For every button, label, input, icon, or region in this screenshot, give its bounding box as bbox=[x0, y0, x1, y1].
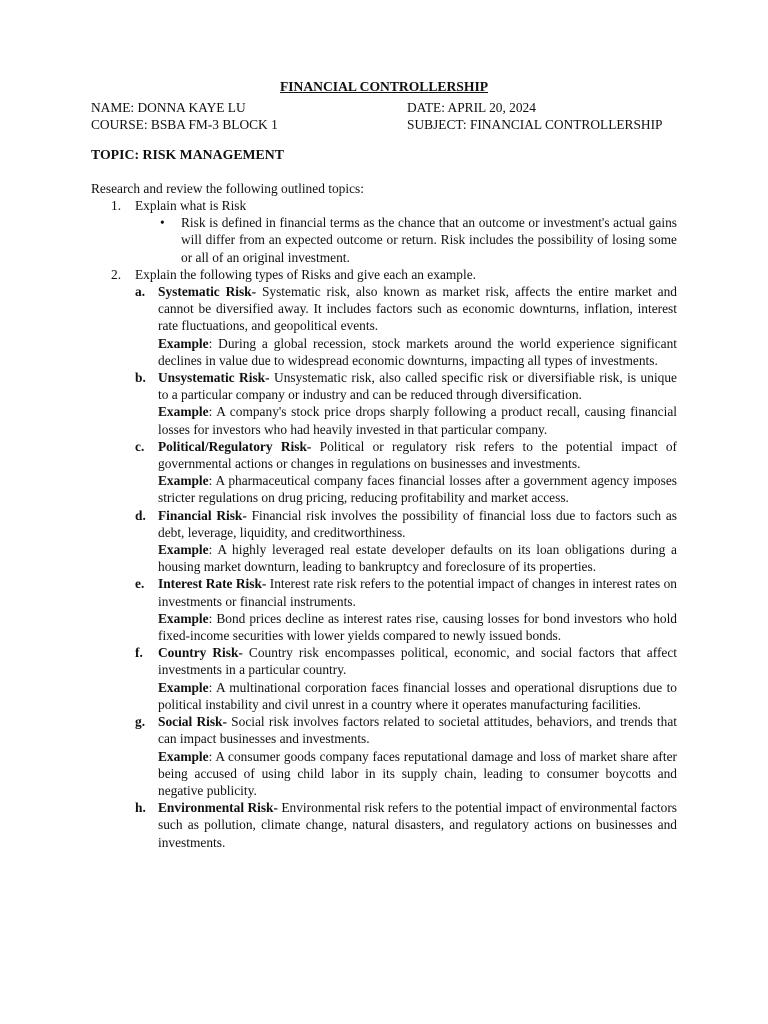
risk-example bbox=[158, 748, 677, 800]
student-info bbox=[91, 99, 691, 133]
risk-example bbox=[158, 541, 677, 575]
risk-item bbox=[135, 799, 677, 851]
example-label: Example bbox=[158, 610, 209, 626]
risk-letter: a. bbox=[135, 284, 146, 300]
risk-item bbox=[135, 644, 677, 713]
risk-item bbox=[135, 713, 677, 799]
example-text: : A highly leveraged real estate developer defaults on its loan obligations during a housing market downturn, leading to bankruptcy and foreclosure of its properties. bbox=[158, 542, 677, 575]
risk-letter: e. bbox=[135, 576, 145, 592]
risk-name: Systematic Risk- bbox=[158, 284, 257, 300]
info-row-2 bbox=[91, 116, 691, 133]
course-field: COURSE: BSBA FM-3 BLOCK 1 bbox=[91, 117, 278, 132]
example-label: Example bbox=[158, 542, 209, 558]
risk-content bbox=[158, 799, 677, 851]
risk-content bbox=[158, 713, 677, 799]
risk-example bbox=[158, 403, 677, 437]
risk-example bbox=[158, 610, 677, 644]
risk-name: Social Risk- bbox=[158, 714, 227, 730]
name-field: NAME: DONNA KAYE LU bbox=[91, 100, 246, 115]
risk-description bbox=[158, 713, 677, 747]
risk-example bbox=[158, 472, 677, 506]
example-label: Example bbox=[158, 404, 209, 420]
date-field: DATE: APRIL 20, 2024 bbox=[407, 100, 536, 115]
risk-description bbox=[158, 644, 677, 678]
risk-name: Interest Rate Risk- bbox=[158, 576, 267, 592]
risk-desc-text: Systematic risk, also known as market risk, affects the entire market and cannot be diversified away. It includes factors such as economic downturns, inflation, interest rate fluctuations, and geopolitical events. bbox=[158, 284, 677, 334]
outline-item-1 bbox=[91, 197, 691, 214]
example-text: : During a global recession, stock markets around the world experience significant declines in value due to widespread economic downturns, impacting all types of investments. bbox=[158, 335, 677, 368]
topic-heading: TOPIC: RISK MANAGEMENT bbox=[91, 147, 284, 162]
risk-description bbox=[158, 799, 677, 851]
risk-definition: Risk is defined in financial terms as the chance that an outcome or investment's actual gains will differ from an expected outcome or return. Risk includes the possibility of losing some or all of an original investment. bbox=[181, 215, 677, 265]
outline-body bbox=[91, 197, 691, 851]
example-label: Example bbox=[158, 473, 209, 489]
risk-description bbox=[158, 575, 677, 609]
risk-desc-text: Social risk involves factors related to societal attitudes, behaviors, and trends that can impact businesses and investments. bbox=[158, 714, 677, 747]
risk-content bbox=[158, 575, 677, 644]
risk-desc-text: Unsystematic risk, also called specific risk or diversifiable risk, is unique to a particular company or industry and can be reduced through diversification. bbox=[158, 370, 677, 403]
risk-content bbox=[158, 644, 677, 713]
risk-content bbox=[158, 283, 677, 369]
risk-description bbox=[158, 283, 677, 335]
document-title: FINANCIAL CONTROLLERSHIP bbox=[279, 79, 489, 94]
risk-content bbox=[158, 438, 677, 507]
risk-letter: d. bbox=[135, 507, 146, 523]
risk-item bbox=[135, 438, 677, 507]
example-label: Example bbox=[158, 748, 209, 764]
example-text: : A multinational corporation faces financial losses and operational disruptions due to political instability and civil unrest in a country where it operates manufacturing facilities. bbox=[158, 679, 677, 712]
risk-desc-text: Political or regulatory risk refers to the potential impact of governmental actions or changes in regulations on businesses and investments. bbox=[158, 438, 677, 472]
risk-name: Country Risk- bbox=[158, 645, 243, 661]
risk-item bbox=[135, 507, 677, 576]
bullet-item bbox=[158, 214, 677, 266]
example-label: Example bbox=[158, 679, 209, 695]
risk-desc-text: Environmental risk refers to the potential impact of environmental factors such as pollution, climate change, natural disasters, and regulatory actions on businesses and investments. bbox=[158, 800, 677, 850]
risk-letter: g. bbox=[135, 714, 146, 730]
risk-item bbox=[135, 283, 677, 369]
risk-letter: f. bbox=[135, 645, 143, 661]
risk-content bbox=[158, 369, 677, 438]
item-text: Explain the following types of Risks and give each an example. bbox=[135, 266, 477, 282]
risk-type-list bbox=[91, 283, 691, 851]
intro-text: Research and review the following outlined topics: bbox=[91, 181, 364, 196]
item-text: Explain what is Risk bbox=[135, 198, 247, 213]
risk-letter: h. bbox=[135, 800, 146, 816]
subject-field: SUBJECT: FINANCIAL CONTROLLERSHIP bbox=[407, 117, 663, 132]
item-number: 2. bbox=[111, 266, 122, 282]
info-row-1 bbox=[91, 99, 691, 116]
example-text: : A consumer goods company faces reputational damage and loss of market share after being accused of using child labor in its supply chain, leading to consumer boycotts and negative publicity. bbox=[158, 748, 677, 798]
risk-description bbox=[158, 438, 677, 472]
risk-description bbox=[158, 507, 677, 541]
risk-example bbox=[158, 335, 677, 369]
risk-desc-text: Interest rate risk refers to the potential impact of changes in interest rates on investments or financial instruments. bbox=[158, 576, 677, 609]
item-number: 1. bbox=[111, 198, 122, 213]
example-text: : A company's stock price drops sharply following a product recall, causing financial losses for investors who had heavily invested in that particular company. bbox=[158, 404, 677, 437]
risk-content bbox=[158, 507, 677, 576]
risk-name: Financial Risk- bbox=[158, 507, 247, 523]
risk-name: Environmental Risk- bbox=[158, 800, 278, 816]
example-label: Example bbox=[158, 335, 209, 351]
risk-example bbox=[158, 679, 677, 713]
risk-item bbox=[135, 369, 677, 438]
risk-item bbox=[135, 575, 677, 644]
risk-name: Unsystematic Risk- bbox=[158, 370, 270, 386]
risk-desc-text: Financial risk involves the possibility of financial loss due to factors such as debt, leverage, liquidity, and creditworthiness. bbox=[158, 507, 677, 540]
outline-item-2 bbox=[91, 266, 691, 283]
risk-desc-text: Country risk encompasses political, economic, and social factors that affect investments in a particular country. bbox=[158, 645, 678, 678]
risk-letter: c. bbox=[135, 438, 145, 454]
risk-description bbox=[158, 369, 677, 403]
bullet-icon: • bbox=[160, 215, 165, 231]
risk-letter: b. bbox=[135, 370, 146, 386]
risk-name: Political/Regulatory Risk- bbox=[158, 438, 312, 454]
example-text: : Bond prices decline as interest rates rise, causing losses for bond investors who hold fixed-income securities with lower yields compared to newly issued bonds. bbox=[158, 610, 677, 644]
example-text: : A pharmaceutical company faces financial losses after a government agency imposes stricter regulations on drug pricing, reducing profitability and market access. bbox=[158, 473, 677, 506]
